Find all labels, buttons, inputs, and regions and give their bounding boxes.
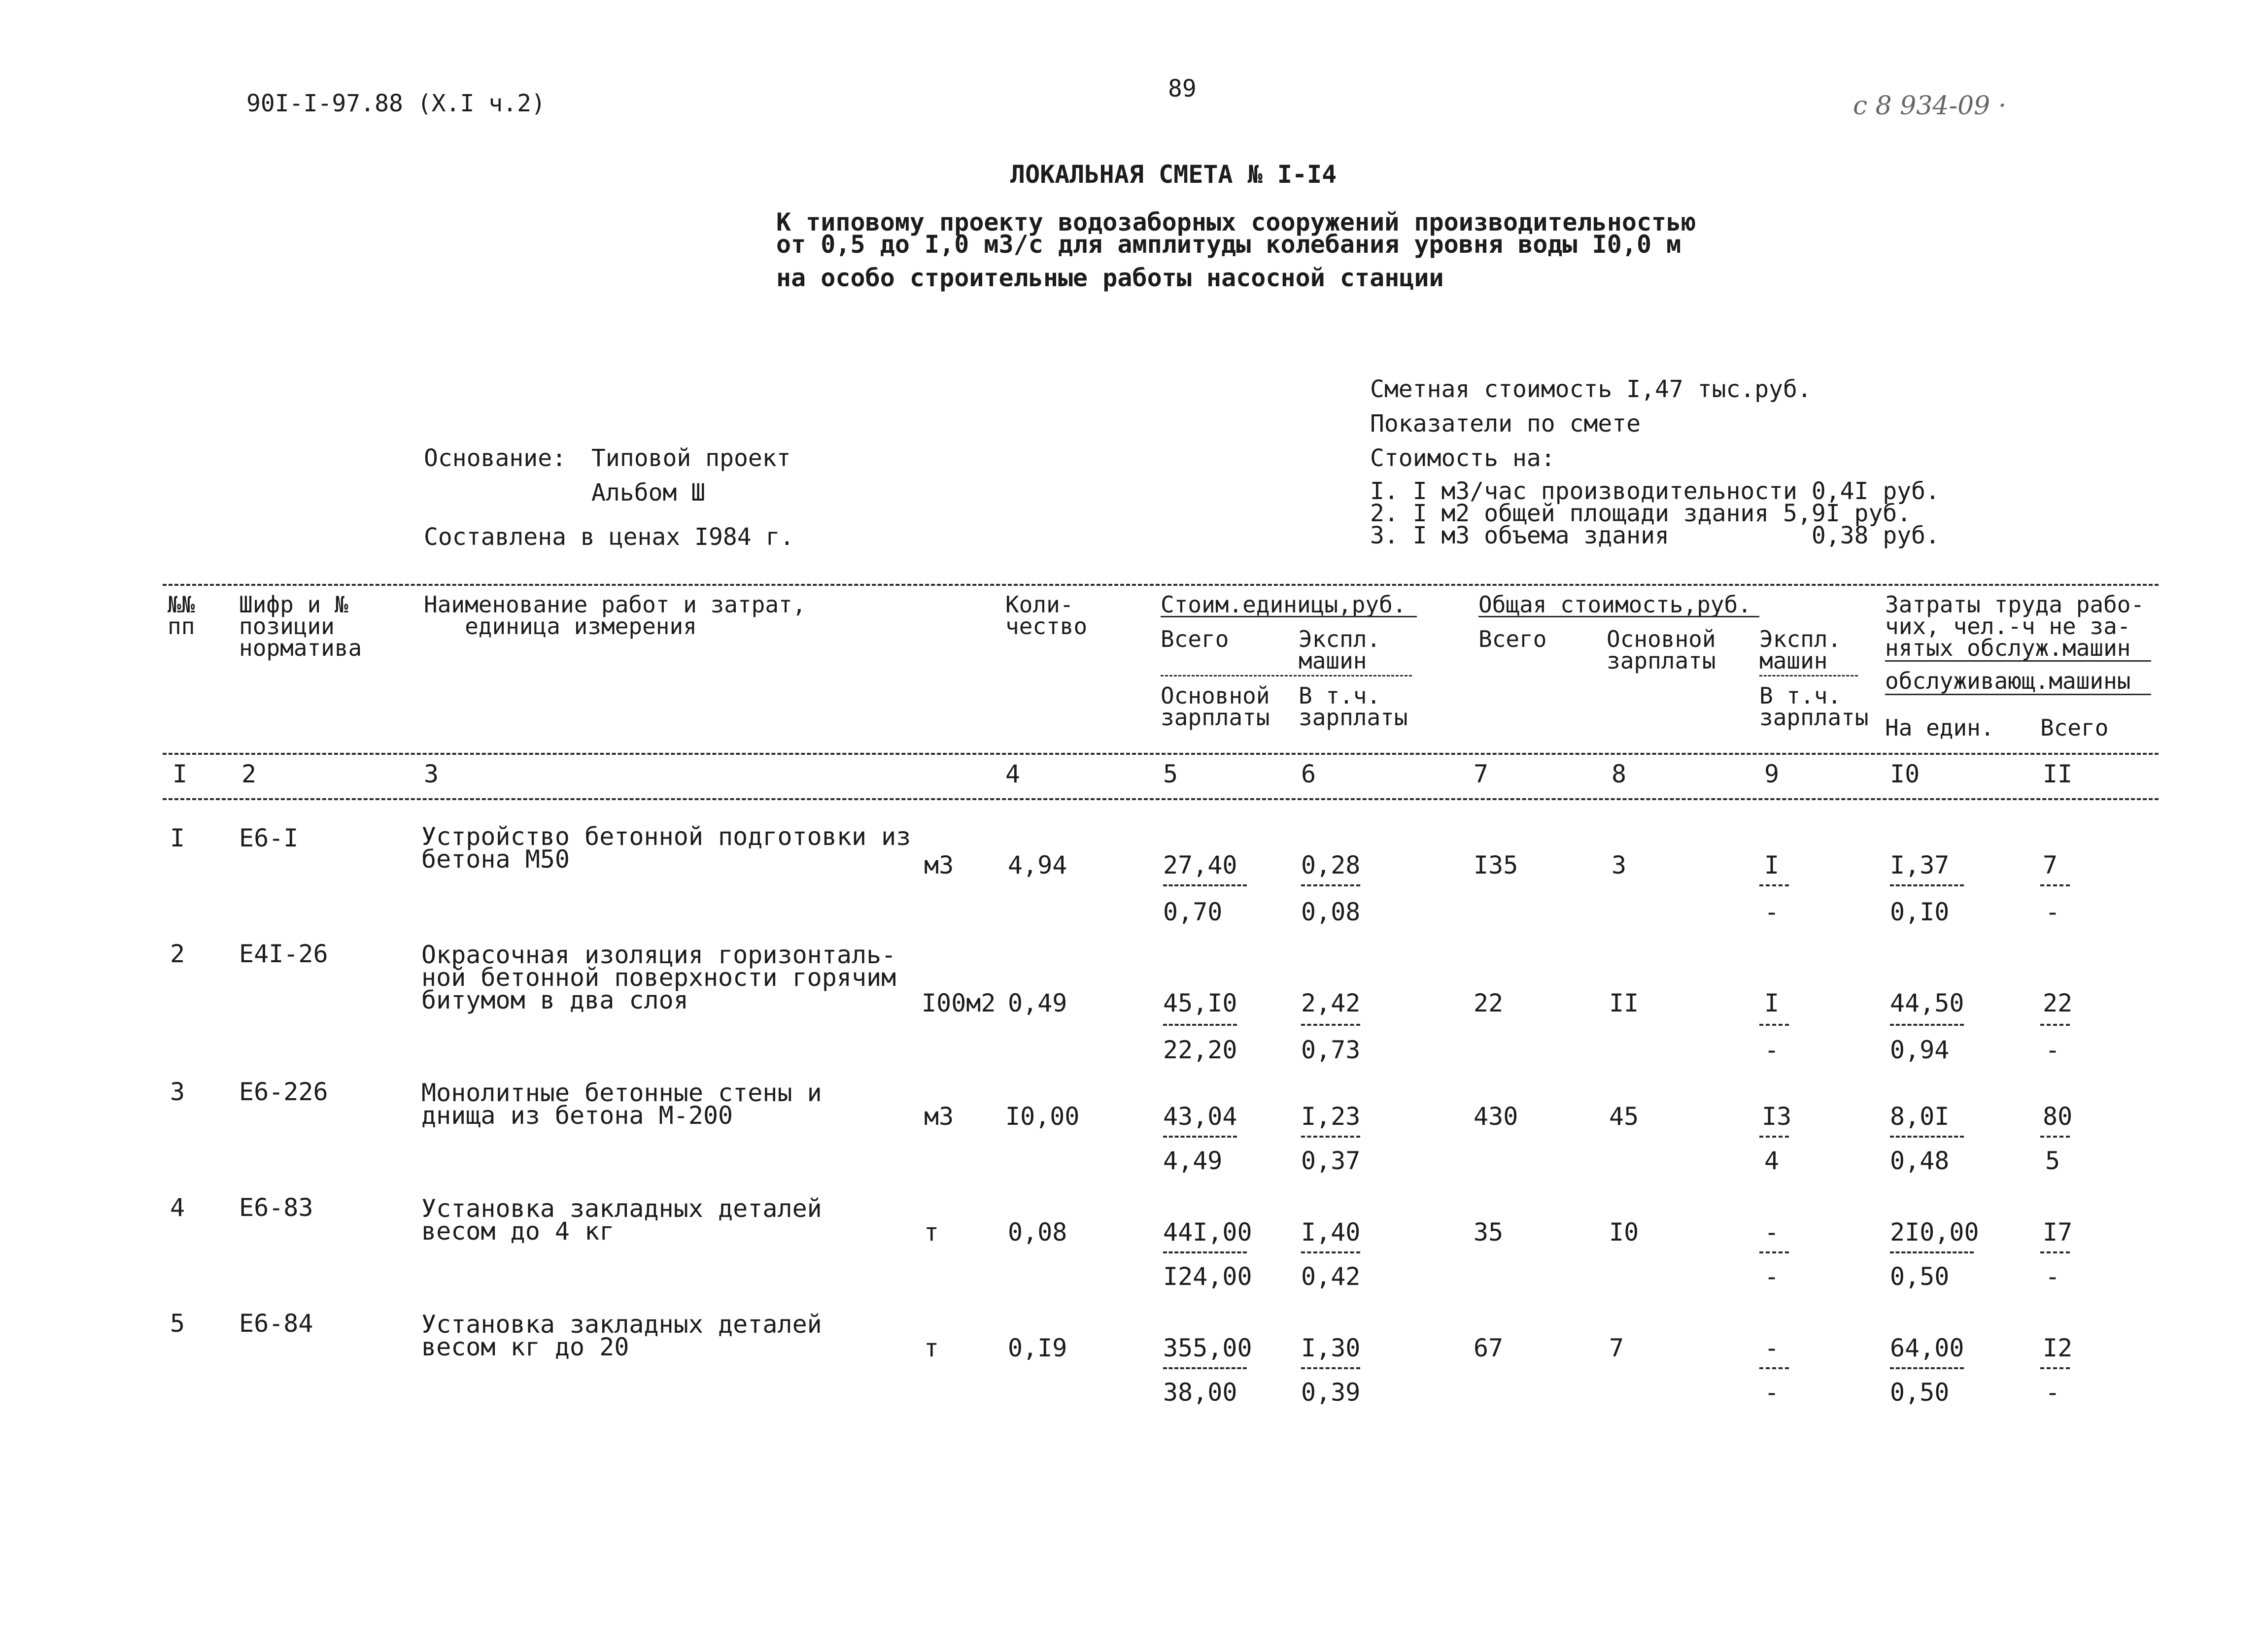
cost-indicator-1: I. I м3/час производительности 0,4I руб. bbox=[1370, 477, 1940, 505]
fraction-line bbox=[1301, 884, 1360, 886]
header-unit-cost-underline bbox=[1161, 616, 1417, 617]
fraction-line bbox=[1759, 1251, 1789, 1253]
fraction-line bbox=[1759, 1024, 1789, 1026]
row-unit: I00м2 bbox=[922, 989, 996, 1017]
column-number: 4 bbox=[1005, 760, 1021, 788]
row-total-wages: 3 bbox=[1612, 851, 1627, 879]
row-number: 4 bbox=[170, 1193, 185, 1222]
row-code: Е6-84 bbox=[239, 1309, 313, 1338]
fraction-line bbox=[2040, 1251, 2070, 1253]
row-labor-per-unit: 64,00 bbox=[1890, 1334, 1964, 1362]
fraction-line bbox=[1301, 1367, 1360, 1369]
header-unit-cost: Стоим.единицы,руб. bbox=[1161, 591, 1406, 618]
row-quantity: 4,94 bbox=[1008, 851, 1067, 879]
row-quantity: 0,49 bbox=[1008, 989, 1067, 1017]
document-code: 90I-I-97.88 (X.I ч.2) bbox=[246, 90, 546, 117]
row-total-machines: - bbox=[1764, 1334, 1780, 1362]
row-machines-wages: 0,42 bbox=[1301, 1262, 1361, 1291]
fraction-line bbox=[1890, 1367, 1964, 1369]
row-labor-per-unit-machines: 0,50 bbox=[1890, 1378, 1950, 1407]
row-labor-per-unit: I,37 bbox=[1890, 851, 1950, 879]
fraction-line bbox=[1163, 1251, 1247, 1253]
basis-project: Типовой проект bbox=[591, 444, 791, 472]
row-labor-per-unit: 44,50 bbox=[1890, 989, 1964, 1017]
header-unit-divider bbox=[1161, 675, 1412, 676]
row-labor-per-unit: 2I0,00 bbox=[1890, 1218, 1979, 1247]
row-total-cost: 430 bbox=[1474, 1102, 1518, 1131]
row-code: Е6-I bbox=[239, 824, 299, 852]
row-quantity: 0,08 bbox=[1008, 1218, 1067, 1247]
basis-album: Альбом Ш bbox=[591, 479, 706, 506]
header-total-machines: Экспл. машин bbox=[1759, 626, 1842, 674]
row-total-wages: 45 bbox=[1609, 1102, 1639, 1131]
cost-indicator-2: 2. I м2 общей площади здания 5,9I руб. bbox=[1370, 500, 1912, 527]
row-labor-total: I7 bbox=[2043, 1218, 2073, 1247]
row-machines-cost: I,30 bbox=[1301, 1334, 1361, 1362]
cost-on-heading: Стоимость на: bbox=[1370, 444, 1555, 472]
row-work-name: Окрасочная изоляция горизонталь- ной бетонной поверхности горячим битумом в два слоя bbox=[421, 941, 896, 1014]
row-number: 2 bbox=[170, 940, 185, 968]
row-unit-wages: 0,70 bbox=[1163, 898, 1223, 926]
row-unit: т bbox=[924, 1334, 939, 1362]
fraction-line bbox=[2040, 1136, 2070, 1138]
row-unit-wages: 22,20 bbox=[1163, 1036, 1237, 1064]
row-unit-wages: I24,00 bbox=[1163, 1262, 1252, 1291]
fraction-line bbox=[1759, 884, 1789, 886]
row-unit-cost: 43,04 bbox=[1163, 1102, 1237, 1131]
row-total-machines: - bbox=[1764, 1218, 1780, 1247]
header-unit-wages: Основной зарплаты bbox=[1161, 682, 1270, 731]
row-labor-total: 80 bbox=[2043, 1102, 2073, 1131]
column-number: 7 bbox=[1474, 760, 1489, 788]
header-labor-underline bbox=[1885, 660, 2151, 662]
title-line-3: на особо строительные работы насосной станции bbox=[776, 264, 1444, 292]
row-total-wages: II bbox=[1609, 989, 1639, 1017]
column-number: I bbox=[172, 760, 188, 788]
header-labor: Затраты труда рабо- чих, чел.-ч не за- bbox=[1885, 591, 2145, 640]
header-total-wages: Основной зарплаты bbox=[1607, 626, 1716, 674]
row-machines-cost: 2,42 bbox=[1301, 989, 1361, 1017]
row-machines-wages: 0,73 bbox=[1301, 1036, 1361, 1064]
row-unit-wages: 38,00 bbox=[1163, 1378, 1237, 1407]
row-number: 5 bbox=[170, 1309, 185, 1338]
row-labor-per-unit-machines: 0,I0 bbox=[1890, 898, 1950, 926]
row-quantity: I0,00 bbox=[1005, 1102, 1080, 1131]
column-number: 2 bbox=[241, 760, 257, 788]
row-machines-cost: I,23 bbox=[1301, 1102, 1361, 1131]
row-total-machines-wages: - bbox=[1764, 1262, 1780, 1291]
basis-label: Основание: bbox=[424, 444, 566, 472]
header-work-name: Наименование работ и затрат, единица измерения bbox=[424, 591, 806, 640]
fraction-line bbox=[1163, 1136, 1237, 1138]
header-quantity: Коли- чество bbox=[1005, 591, 1088, 640]
row-quantity: 0,I9 bbox=[1008, 1334, 1067, 1362]
fraction-line bbox=[1301, 1024, 1360, 1026]
row-labor-total: I2 bbox=[2043, 1334, 2073, 1362]
row-labor-per-unit-machines: 0,48 bbox=[1890, 1146, 1950, 1175]
row-machines-cost: I,40 bbox=[1301, 1218, 1361, 1247]
fraction-line bbox=[1301, 1251, 1360, 1253]
header-unit-total: Всего bbox=[1161, 626, 1229, 652]
header-labor-3: обслуживающ.машины bbox=[1885, 668, 2131, 694]
column-number: 6 bbox=[1301, 760, 1316, 788]
column-number: II bbox=[2043, 760, 2073, 788]
row-total-cost: 35 bbox=[1474, 1218, 1504, 1247]
header-total-cost: Общая стоимость,руб. bbox=[1478, 591, 1751, 618]
fraction-line bbox=[1163, 1024, 1237, 1026]
page-number: 89 bbox=[1168, 75, 1197, 102]
column-number: 9 bbox=[1764, 760, 1780, 788]
header-total-cost-underline bbox=[1478, 616, 1759, 617]
row-total-cost: 22 bbox=[1474, 989, 1504, 1017]
row-total-machines-wages: 4 bbox=[1764, 1146, 1780, 1175]
header-labor-per-unit: На един. bbox=[1885, 714, 1994, 741]
row-machines-wages: 0,08 bbox=[1301, 898, 1361, 926]
header-code: Шифр и № позиции норматива bbox=[239, 591, 362, 661]
row-unit-cost: 44I,00 bbox=[1163, 1218, 1252, 1247]
row-unit: т bbox=[924, 1218, 939, 1247]
row-total-machines-wages: - bbox=[1764, 1378, 1780, 1407]
column-number-top-border bbox=[163, 753, 2159, 755]
row-unit: м3 bbox=[924, 851, 954, 879]
basis-prices: Составлена в ценах I984 г. bbox=[424, 523, 794, 551]
row-work-name: Установка закладных деталей весом кг до 20 bbox=[421, 1310, 822, 1361]
header-unit-machines: Экспл. машин bbox=[1299, 626, 1381, 674]
column-number: 5 bbox=[1163, 760, 1178, 788]
column-number: 3 bbox=[424, 760, 439, 788]
fraction-line bbox=[1759, 1136, 1789, 1138]
fraction-line bbox=[1890, 884, 1964, 886]
fraction-line bbox=[1890, 1136, 1964, 1138]
row-machines-wages: 0,39 bbox=[1301, 1378, 1361, 1407]
header-total-incl-wages: В т.ч. зарплаты bbox=[1759, 682, 1869, 731]
row-work-name: Монолитные бетонные стены и днища из бетона М-200 bbox=[421, 1079, 822, 1130]
row-machines-wages: 0,37 bbox=[1301, 1146, 1361, 1175]
row-unit-cost: 355,00 bbox=[1163, 1334, 1252, 1362]
row-labor-total-machines: - bbox=[2045, 1262, 2060, 1291]
row-code: Е6-83 bbox=[239, 1193, 313, 1222]
fraction-line bbox=[2040, 1024, 2070, 1026]
row-code: Е4I-26 bbox=[239, 940, 328, 968]
fraction-line bbox=[1163, 1367, 1247, 1369]
estimated-cost: Сметная стоимость I,47 тыс.руб. bbox=[1370, 375, 1812, 403]
header-labor-total: Всего bbox=[2040, 714, 2109, 741]
row-total-machines: I bbox=[1764, 851, 1780, 879]
row-labor-per-unit-machines: 0,94 bbox=[1890, 1036, 1950, 1064]
row-total-machines: I3 bbox=[1762, 1102, 1792, 1131]
handwritten-reference: с 8 934-09 · bbox=[1853, 91, 2007, 121]
row-total-cost: 67 bbox=[1474, 1334, 1504, 1362]
fraction-line bbox=[1759, 1367, 1789, 1369]
row-work-name: Устройство бетонной подготовки из бетона М50 bbox=[421, 822, 911, 874]
row-labor-total: 22 bbox=[2043, 989, 2073, 1017]
table-header-bottom-border bbox=[163, 798, 2159, 800]
fraction-line bbox=[1890, 1251, 1974, 1253]
row-labor-total-machines: - bbox=[2045, 1036, 2060, 1064]
title-line-2: от 0,5 до I,0 м3/с для амплитуды колебания уровня воды I0,0 м bbox=[776, 230, 1681, 259]
row-code: Е6-226 bbox=[239, 1078, 328, 1106]
row-total-machines: I bbox=[1764, 989, 1780, 1017]
column-number: I0 bbox=[1890, 760, 1920, 788]
table-top-border bbox=[163, 584, 2159, 586]
row-machines-cost: 0,28 bbox=[1301, 851, 1361, 879]
header-total-total: Всего bbox=[1478, 626, 1547, 652]
row-work-name: Установка закладных деталей весом до 4 кг bbox=[421, 1194, 822, 1246]
row-total-wages: I0 bbox=[1609, 1218, 1639, 1247]
row-unit-cost: 45,I0 bbox=[1163, 989, 1237, 1017]
row-labor-total-machines: - bbox=[2045, 898, 2060, 926]
title-line-1: К типовому проекту водозаборных сооружений производительностью bbox=[776, 208, 1696, 236]
indicators-heading: Показатели по смете bbox=[1370, 410, 1641, 438]
row-labor-per-unit-machines: 0,50 bbox=[1890, 1262, 1950, 1291]
fraction-line bbox=[2040, 884, 2070, 886]
row-total-machines-wages: - bbox=[1764, 1036, 1780, 1064]
row-labor-total-machines: 5 bbox=[2045, 1146, 2060, 1175]
row-total-machines-wages: - bbox=[1764, 898, 1780, 926]
row-number: I bbox=[170, 824, 185, 852]
header-total-divider bbox=[1759, 675, 1858, 676]
header-labor-2: нятых обслуж.машин bbox=[1885, 635, 2131, 661]
row-labor-per-unit: 8,0I bbox=[1890, 1102, 1950, 1131]
row-unit-wages: 4,49 bbox=[1163, 1146, 1223, 1175]
fraction-line bbox=[1163, 884, 1247, 886]
fraction-line bbox=[2040, 1367, 2070, 1369]
estimate-title: ЛОКАЛЬНАЯ СМЕТА № I-I4 bbox=[1010, 160, 1337, 189]
row-labor-total: 7 bbox=[2043, 851, 2058, 879]
row-labor-total-machines: - bbox=[2045, 1378, 2060, 1407]
cost-indicator-3: 3. I м3 объема здания 0,38 руб. bbox=[1370, 522, 1940, 549]
column-number: 8 bbox=[1612, 760, 1627, 788]
fraction-line bbox=[1890, 1024, 1964, 1026]
header-row-number: №№ пп bbox=[168, 591, 195, 640]
fraction-line bbox=[1301, 1136, 1360, 1138]
row-number: 3 bbox=[170, 1078, 185, 1106]
row-unit: м3 bbox=[924, 1102, 954, 1131]
row-unit-cost: 27,40 bbox=[1163, 851, 1237, 879]
header-unit-incl-wages: В т.ч. зарплаты bbox=[1299, 682, 1408, 731]
row-total-wages: 7 bbox=[1609, 1334, 1624, 1362]
row-total-cost: I35 bbox=[1474, 851, 1518, 879]
header-labor-underline-2 bbox=[1885, 694, 2151, 695]
